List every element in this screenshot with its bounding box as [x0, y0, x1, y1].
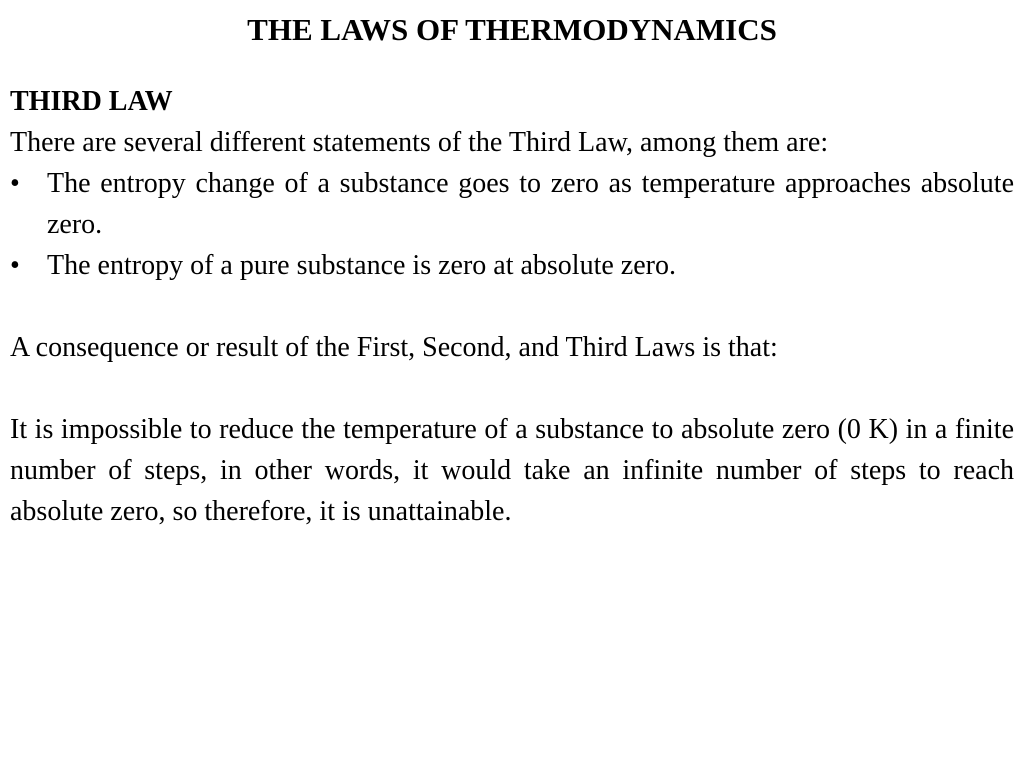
bullet-icon: •: [10, 250, 20, 281]
consequence-text: A consequence or result of the First, Second, and Third Laws is that:: [10, 332, 778, 363]
spacer: [10, 286, 1014, 327]
list-item: [10, 163, 1014, 245]
bullet-text: The entropy of a pure substance is zero at absolute zero.: [47, 250, 676, 281]
bullet-icon: •: [10, 168, 20, 199]
slide-title: THE LAWS OF THERMODYNAMICS: [247, 12, 777, 47]
spacer: [10, 368, 1014, 409]
conclusion-text: It is impossible to reduce the temperature of a substance to absolute zero (0 K) in a finite number of steps, in other words, it would take an infinite number of steps to reach absolute zero, so therefore, it is unattainable.: [10, 414, 1014, 527]
intro-text: There are several different statements of the Third Law, among them are:: [10, 127, 829, 158]
bullet-list: [10, 163, 1014, 286]
list-item: [10, 245, 1014, 286]
section-heading: THIRD LAW: [10, 86, 173, 117]
slide: [0, 12, 1024, 780]
bullet-text: The entropy change of a substance goes to zero as temperature approaches absolute zero.: [47, 168, 1014, 240]
slide-content: [10, 81, 1014, 532]
